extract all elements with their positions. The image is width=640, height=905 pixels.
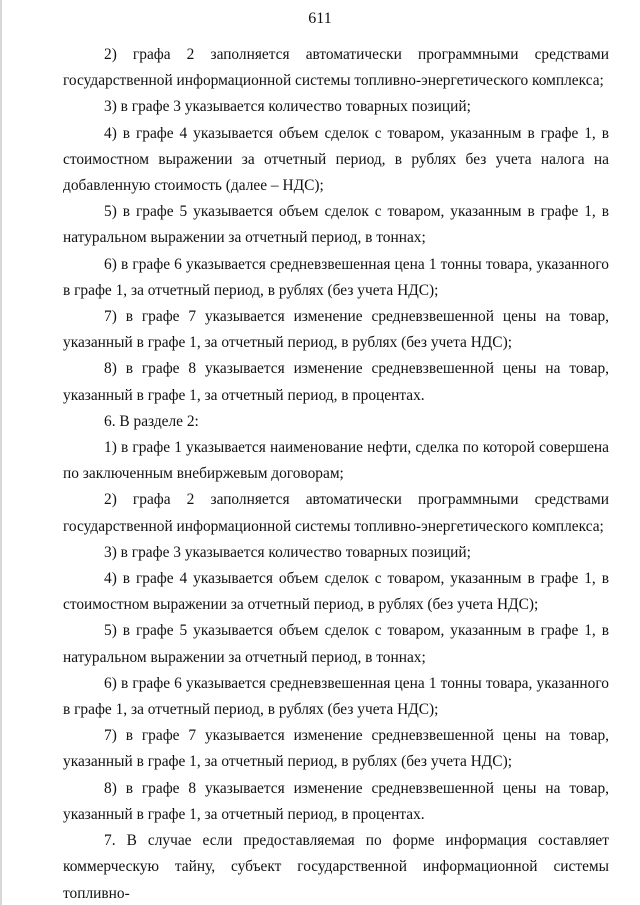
paragraph-graph-8: 8) в графе 8 указывается изменение средневзвешенной цены на товар, указанный в графе 1, за отчетный период, в процентах. xyxy=(63,360,609,404)
section-2-graph-5: 5) в графе 5 указывается объем сделок с товаром, указанным в графе 1, в натуральном выражении за отчетный период, в тоннах; xyxy=(63,622,609,666)
document-body xyxy=(63,42,609,905)
paragraph-7-commercial-secret: 7. В случае если предоставляемая по форме информация составляет коммерческую тайну, субъект государственной информационной системы топливно- xyxy=(63,832,609,902)
paragraph-graph-3: 3) в графе 3 указывается количество товарных позиций; xyxy=(104,98,471,116)
paragraph-graph-6: 6) в графе 6 указывается средневзвешенная цена 1 тонны товара, указанного в графе 1, за отчетный период, в рублях (без учета НДС); xyxy=(63,255,609,299)
section-2-graph-4: 4) в графе 4 указывается объем сделок с товаром, указанным в графе 1, в стоимостном выражении за отчетный период, в рублях (без учета НДС); xyxy=(63,570,609,614)
paragraph-graph-2-autofill: 2) графа 2 заполняется автоматически программными средствами государственной информационной системы топливно-энергетического комплекса; xyxy=(63,46,609,90)
paragraph-graph-4: 4) в графе 4 указывается объем сделок с товаром, указанным в графе 1, в стоимостном выражении за отчетный период, в рублях без учета налога на добавленную стоимость (далее – НДС); xyxy=(63,124,609,195)
section-2-graph-6: 6) в графе 6 указывается средневзвешенная цена 1 тонны товара, указанного в графе 1, за отчетный период, в рублях (без учета НДС); xyxy=(63,674,609,719)
section-2-graph-7: 7) в графе 7 указывается изменение средневзвешенной цены на товар, указанный в графе 1, за отчетный период, в рублях (без учета НДС); xyxy=(63,727,609,771)
section-2-graph-1: 1) в графе 1 указывается наименование нефти, сделка по которой совершена по заключенным внебиржевым договорам; xyxy=(63,439,609,483)
section-2-heading: 6. В разделе 2: xyxy=(104,412,199,430)
page-number: 611 xyxy=(308,10,332,27)
scan-edge xyxy=(0,0,2,905)
section-2-graph-8: 8) в графе 8 указывается изменение средневзвешенной цены на товар, указанный в графе 1, за отчетный период, в процентах. xyxy=(63,779,609,823)
paragraph-graph-5: 5) в графе 5 указывается объем сделок с товаром, указанным в графе 1, в натуральном выражении за отчетный период, в тоннах; xyxy=(63,203,609,247)
section-2-graph-2: 2) графа 2 заполняется автоматически программными средствами государственной информационной системы топливно-энергетического комплекса; xyxy=(63,491,609,535)
section-2-graph-3: 3) в графе 3 указывается количество товарных позиций; xyxy=(104,543,471,561)
paragraph-graph-7: 7) в графе 7 указывается изменение средневзвешенной цены на товар, указанный в графе 1, за отчетный период, в рублях (без учета НДС); xyxy=(63,308,609,352)
